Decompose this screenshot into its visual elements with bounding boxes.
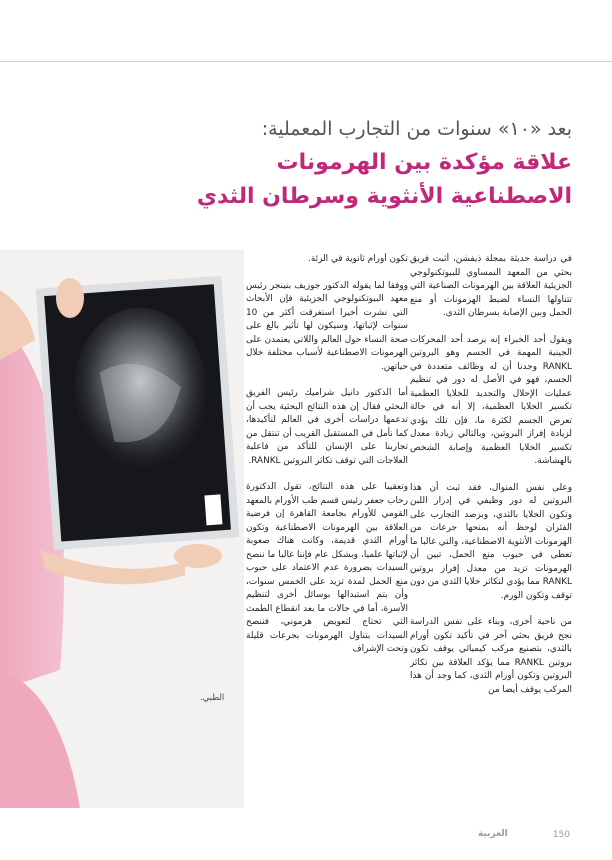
page-number: 150 xyxy=(552,830,570,840)
article-title-line-1: علاقة مؤكدة بين الهرمونات xyxy=(276,150,572,175)
article-kicker: بعد «١٠» سنوات من التجارب المعملية: xyxy=(261,118,572,140)
paragraph: وعلى نفس المنوال، فقد ثبت أن هذا البروتين له دور وظيفي في إدرار اللبن وتكون الخلايا بالثدي، وبرصد التجارب على الفئران لوحظ أنه بمنحها جرعات من الهرمونات الأنثوية الاصطناعية، والتي غالبا ما تعطى في حبوب منع الحمل، تبين أن الهرمونات تزيد من معدل إفراز بروتين RANKL مما يؤدي لتكاثر خلايا الثدي من دون توقف وتكون الورم. xyxy=(410,482,572,601)
paragraph: ويقول أحد الخبراء إنه يرصد أحد المحركات الجينية المهمة في الجسم وهو البروتين RANKL وجدنا أن له وظائف متعددة في الجسم، فهو في الأصل له دور في تنظيم عمليات الإحلال والتجديد للخلايا العظمية تكسير الخلايا العظمية، إلا أنه في حالة تعرض الجسم لكثرة ما، فإن تلك يؤدي لزيادة إفراز البروتين، وبالتالي زيادة معدل تكسير الخلايا العظمية وإصابة الشخص بالهشاشة. xyxy=(410,334,572,466)
text-column-middle xyxy=(246,253,408,833)
page-footer xyxy=(478,829,570,843)
header-rule xyxy=(0,61,612,62)
paragraph: أما الدكتور دانيل شراميك رئيس الفريق البحثي فقال إن هذه النتائج البحثية يجب أن تدعمها دراسات أخرى في العالم لتأكيدها، كما نأمل في المستقبل القريب أن تنتقل من تجاربنا على الإنسان للتأكد من فاعلية العلاجات التي توقف تكاثر البروتين RANKL. xyxy=(246,388,408,466)
mammogram-illustration xyxy=(0,250,244,808)
paragraph: تكون أورام ثانوية في الرئة. xyxy=(308,254,408,264)
magazine-logo: العربية xyxy=(478,829,508,839)
article-title-line-2: الاصطناعية الأنثوية وسرطان الثدي xyxy=(196,184,572,209)
text-column-right xyxy=(410,253,572,833)
paragraph: ووفقا لما يقوله الدكتور جوزيف بنينجر رئيس معهد البيوتكنولوجي الجزيئية فإن الأبحاث التي نشرت أخيرا استغرقت أكثر من 10 سنوات لإثباتها، وسيكون لها تأثير بالغ على صحة النساء حول العالم واللاتي يعتمدن على الهرمونات الاصطناعية لأسباب مختلفة خلال حياتهن. xyxy=(246,280,408,372)
photo-caption: الطبي. xyxy=(200,693,225,703)
paragraph: في دراسة حديثة بمجلة ذيفشن، أثبت فريق بحثي من المعهد النمساوي للبيوتكنولوجي الجزيئية العلاقة بين الهرمونات الصناعية التي تتناولها النساء لضبط الهرمونات أو منع الحمل وبين الإصابة بسرطان الثدي. xyxy=(410,254,572,318)
mammogram-photo xyxy=(0,250,244,808)
paragraph: من ناحية أخرى، وبناء على نفس الدراسة نجح فريق بحثي آخر في تأكيد تكون أورام بالثدي، بتصنيع مركب كيميائي يوقف تكون بروتين RANKL مما يؤكد العلاقة بين تكاثر البروتين وتكون أورام الثدي، كما وجد أن هذا المركب يوقف أيضا من xyxy=(410,617,572,695)
paragraph: وتعقيبا على هذه النتائج، تقول الدكتورة رحاب جعفر رئيس قسم طب الأورام بالمعهد القومي للأورام بجامعة القاهرة إن فرضية العلاقة بين الهرمونات الاصطناعية وتكون أورام الثدي قديمة، وكانت هناك صعوبة لإثباتها علميا، وبشكل عام فإننا غالبا ما ننصح السيدات بضرورة عدم الاعتماد على حبوب منع الحمل لمدة تزيد على الخمس سنوات، وأن يتم استبدالها بوسائل أخرى لتنظيم الأسرة، أما في حالات ما بعد انقطاع الطمث التي تحتاج لتعويض هرموني، فننصح السيدات بتناول الهرمونات بجرعات قليلة وتحت الإشراف xyxy=(246,482,408,654)
